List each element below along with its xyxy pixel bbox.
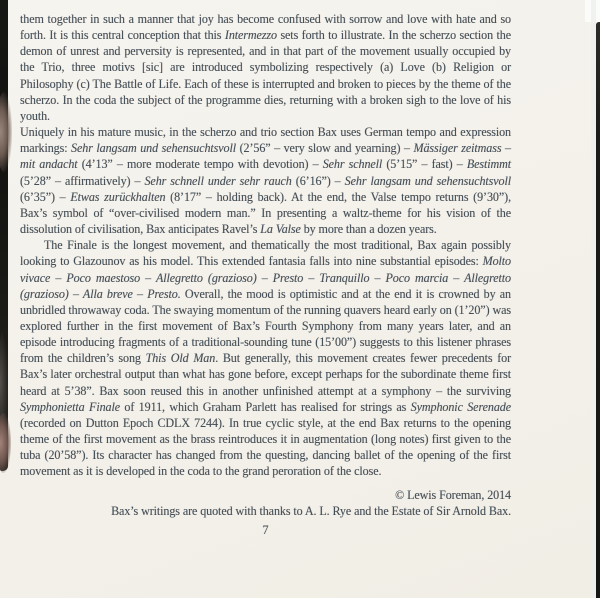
page-number: 7 xyxy=(262,522,269,537)
page-edge-highlight-upper xyxy=(0,92,12,172)
left-scan-edge xyxy=(0,0,8,471)
acknowledgement-line: Bax’s writings are quoted with thanks to A. L. Rye and the Estate of Sir Arnold Bax. xyxy=(111,503,511,518)
page-content xyxy=(20,11,511,538)
tempo-markings-paragraph: Uniquely in his mature music, in the scherzo and trio section Bax uses German tempo and expression markings: Sehr langsam und sehensuchtsvoll (2’56” – very slow and yearning) – Mässiger zeitmass – mit andacht (4’13” – more moderate tempo with devotion) – Sehr schnell (5’15” – fast) – Bestimmt (5’28” – affirmatively) – Sehr schnell under sehr rauch (6’16”) – Sehr langsam und sehensuchtsvoll (6’35”) – Etwas zurückhalten (8’17” – holding back). At the end, the Valse tempo returns (9’30”), Bax’s symbol of “over-civilised modern man.” In presenting a waltz-theme for his vision of the dissolution of civilisation, Bax anticipates Ravel’s La Valse by more than a dozen years. xyxy=(20,125,512,237)
finale-paragraph: The Finale is the longest movement, and thematically the most traditional, Bax again possibly looking to Glazounov as his model. This extended fantasia falls into nine substantial episodes: Molto vivace – Poco maestoso – Allegretto (grazioso) – Presto – Tranquillo – Poco marcia – Allegretto (grazioso) – Alla breve – Presto. Overall, the mood is optimistic and at the end it is crowned by an unbridled throwaway coda. The swaying momentum of the running quavers heard early on (1’20”) was explored further in the first movement of Bax’s Fourth Symphony from many years later, and an episode introducing fragments of a traditional-sounding tune (15’00”) suggests to this listener phrases from the children’s song This Old Man. But generally, this movement creates fewer precedents for Bax’s later orchestral output than what has gone before, except perhaps for the subordinate theme first heard at 5’38”. Bax soon reused this in another unfinished attempt at a symphony – the surviving Symphonietta Finale of 1911, which Graham Parlett has realised for strings as Symphonic Serenade (recorded on Dutton Epoch CDLX 7244). In true cyclic style, at the end Bax returns to the opening theme of the first movement as the brass reintroduces it in augmentation (long notes) first given to the tuba (20’58”). Its character has changed from the questing, dancing ballet of the opening of the first movement as it is developed in the coda to the grand peroration of the close. xyxy=(20,238,512,479)
copyright-line: © Lewis Foreman, 2014 xyxy=(395,487,511,502)
quote-paragraph: them together in such a manner that joy has become confused with sorrow and love with hate and so forth. It is this central conception that this Intermezzo sets forth to illustrate. In the scherzo section the demon of unrest and perversity is represented, and in that part of the movement usually occupied by the Trio, three motivs [sic] are introduced symbolizing respectively (a) Love (b) Religion or Philosophy (c) The Battle of Life. Each of these is interrupted and broken to pieces by the theme of the scherzo. In the coda the subject of the programme dies, returning with a broken sigh to the love of his youth. xyxy=(20,12,511,123)
page-edge-highlight-lower xyxy=(0,413,11,473)
right-scan-edge xyxy=(596,22,600,598)
page-footer xyxy=(20,487,511,538)
